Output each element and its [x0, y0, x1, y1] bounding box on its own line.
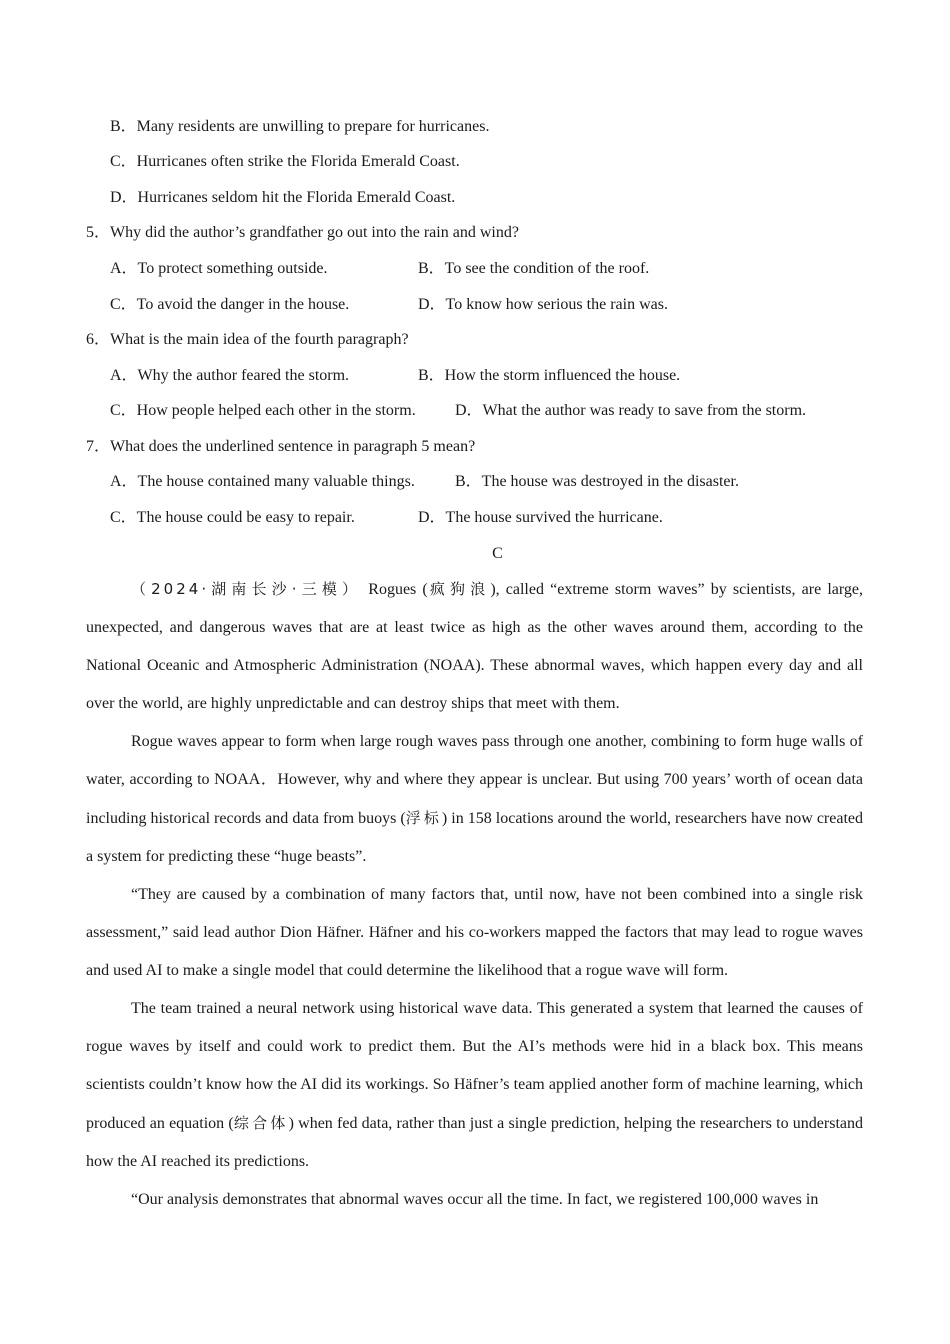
- q7-option-a: A．The house contained many valuable things.: [110, 473, 415, 490]
- q5-option-a: A．To protect something outside.: [110, 260, 328, 277]
- q5-option-b: B．To see the condition of the roof.: [418, 260, 650, 277]
- paragraph-2: Rogue waves appear to form when large rough waves pass through one another, combining to form huge walls of water, according to NOAA．However, why and where they appear is unclear. But using 700 years’ worth of ocean data including historical records and data from buoys (浮标) in 158 locations around the world, researchers have now created a system for predicting these “huge beasts”.: [86, 733, 863, 865]
- q4-option-b: B．Many residents are unwilling to prepare for hurricanes.: [110, 118, 490, 135]
- passage-c: [86, 570, 863, 1219]
- q7-option-b: B．The house was destroyed in the disaster.: [455, 473, 739, 490]
- q6-option-b: B．How the storm influenced the house.: [418, 367, 681, 384]
- paragraph-3: “They are caused by a combination of many factors that, until now, have not been combined into a single risk assessment,” said lead author Dion Häfner. Häfner and his co-workers mapped the factors that may lead to rogue waves and used AI to make a single model that could determine the likelihood that a rogue wave will form.: [86, 886, 863, 979]
- paragraph-1: （2024·湖南长沙·三模） Rogues (疯狗浪), called “extreme storm waves” by scientists, are large, unexpected, and dangerous waves that are at least twice as high as the other waves around them, according to the National Oceanic and Atmospheric Administration (NOAA). These abnormal waves, which happen every day and all over the world, are highly unpredictable and can destroy ships that meet with them.: [86, 580, 863, 712]
- q7-option-d: D．The house survived the hurricane.: [418, 509, 663, 526]
- q4-option-d: D．Hurricanes seldom hit the Florida Emerald Coast.: [110, 189, 456, 206]
- q5-option-c: C．To avoid the danger in the house.: [110, 296, 350, 313]
- paragraph-5: “Our analysis demonstrates that abnormal waves occur all the time. In fact, we registered 100,000 waves in: [131, 1191, 819, 1208]
- chinese-gloss: 疯狗浪: [427, 580, 491, 598]
- q4-option-c: C．Hurricanes often strike the Florida Emerald Coast.: [110, 153, 460, 170]
- paragraph-4: The team trained a neural network using historical wave data. This generated a system that learned the causes of rogue waves by itself and could work to predict them. But the AI’s methods were hid in a black box. This means scientists couldn’t know how the AI did its workings. So Häfner’s team applied another form of machine learning, which produced an equation (综合体) when fed data, rather than just a single prediction, helping the researchers to understand how the AI reached its predictions.: [86, 1000, 863, 1170]
- source-tag: （2024·湖南长沙·三模）: [131, 580, 363, 598]
- q6-option-d: D．What the author was ready to save from the storm.: [455, 402, 807, 419]
- q5-stem: 5．Why did the author’s grandfather go out into the rain and wind?: [86, 224, 519, 241]
- chinese-gloss: 浮标: [405, 809, 442, 827]
- q7-option-c: C．The house could be easy to repair.: [110, 509, 355, 526]
- q6-stem: 6．What is the main idea of the fourth paragraph?: [86, 331, 409, 348]
- q5-option-d: D．To know how serious the rain was.: [418, 296, 668, 313]
- q7-stem: 7．What does the underlined sentence in paragraph 5 mean?: [86, 438, 476, 455]
- chinese-gloss: 综合体: [233, 1114, 289, 1132]
- section-label: C: [492, 545, 503, 562]
- q6-option-a: A．Why the author feared the storm.: [110, 367, 350, 384]
- q6-option-c: C．How people helped each other in the storm.: [110, 402, 416, 419]
